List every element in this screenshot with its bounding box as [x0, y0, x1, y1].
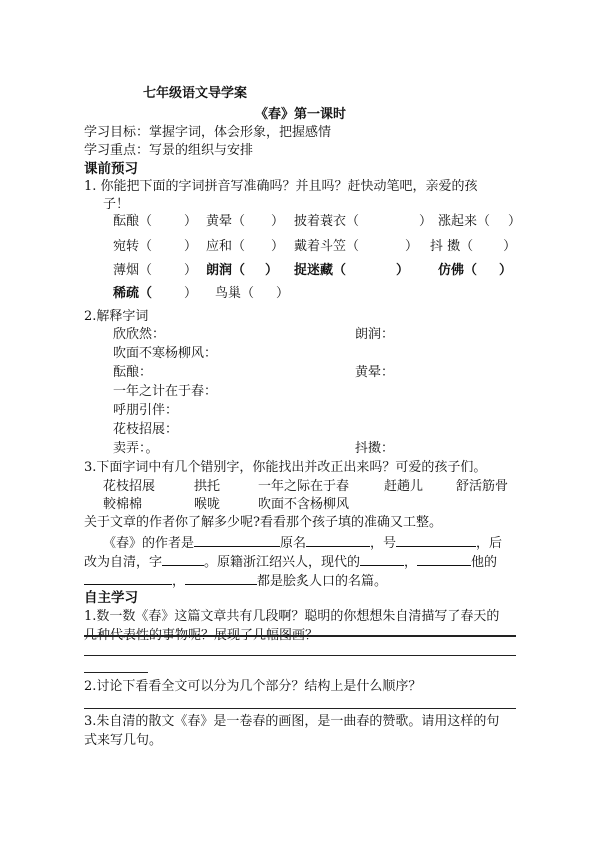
explain-item: 欣欣然： [113, 327, 166, 342]
pinyin-item: 抖 擞（ ） [430, 239, 517, 254]
pinyin-item: 黄晕（ ） [206, 214, 285, 229]
pinyin-item: 戴着斗笠（ ） [294, 239, 419, 254]
divider [84, 708, 516, 709]
pinyin-item: 涨起来（ ） [438, 214, 522, 229]
typo-word: 一年之际在于春 [258, 479, 350, 494]
answer-line[interactable] [84, 672, 148, 673]
typo-word: 花枝招展 [103, 479, 156, 494]
q3-heading: 3.下面字词中有几个错别字，你能找出并改正出来吗？可爱的孩子们。 [84, 460, 487, 475]
explain-item: 酝酿： [113, 365, 153, 380]
ss-q3-line1: 3.朱自清的散文《春》是一卷春的画图，是一曲春的赞歌。请用这样的句 [84, 714, 500, 729]
section-heading-self-study: 自主学习 [84, 590, 138, 606]
pinyin-item: 稀疏（ ） [113, 286, 198, 301]
explain-item: 一年之计在于春： [113, 384, 218, 399]
q1-line2: 子！ [103, 197, 130, 212]
author-fill-line1: 《春》的作者是 原名 ，号 ，后 [103, 533, 502, 553]
pinyin-item: 朗润（ ） [206, 263, 279, 278]
pinyin-item: 薄烟（ ） [113, 263, 198, 278]
blank-work-1[interactable] [84, 571, 172, 585]
author-fill-line3: ， 都是脍炙人口的名篇。 [84, 571, 387, 591]
section-heading-preview: 课前预习 [84, 161, 138, 177]
explain-item: 呼朋引伴： [113, 403, 179, 418]
typo-word: 吹面不含杨柳风 [258, 497, 350, 512]
explain-item: 抖擞： [355, 441, 395, 456]
q2-heading: 2.解释字词 [84, 309, 149, 324]
pinyin-item: 捉迷藏（ ） [294, 263, 410, 278]
explain-item: 吹面不寒杨柳风： [113, 346, 218, 361]
blank-author[interactable] [194, 533, 280, 547]
typo-word: 拱托 [194, 479, 221, 494]
learning-goal: 学习目标：掌握字词，体会形象，把握感情 [84, 125, 332, 140]
pinyin-item: 宛转（ ） [113, 239, 198, 254]
ss-q1-line1: 1.数一数《春》这篇文章共有几段啊？聪明的你想想朱自清描写了春天的 [84, 609, 500, 624]
author-intro: 关于文章的作者你了解多少呢?看看那个孩子填的准确又工整。 [84, 515, 442, 530]
ss-q2: 2.讨论下看看全文可以分为几个部分？结构上是什么顺序？ [84, 679, 422, 694]
typo-word: 喉咙 [194, 497, 221, 512]
answer-line[interactable] [84, 635, 516, 637]
pinyin-item: 鸟巢（ ） [215, 286, 290, 301]
explain-item: 卖弄：。 [113, 441, 159, 456]
pinyin-item: 仿佛（ ） [438, 263, 513, 278]
typo-word: 較棉棉 [103, 497, 143, 512]
ss-q3-line2: 式来写几句。 [84, 733, 163, 748]
typo-word: 赶趟儿 [384, 479, 424, 494]
blank-pen-name[interactable] [396, 533, 476, 547]
pinyin-item: 酝酿（ ） [113, 214, 198, 229]
pinyin-item: 应和（ ） [206, 239, 285, 254]
author-fill-line2: 改为自清，字 。原籍浙江绍兴人，现代的 ， 他的 [84, 552, 497, 572]
blank-identity-1[interactable] [360, 552, 404, 566]
q1-line1: 1. 你能把下面的字词拼音写准确吗？并且吗？赶快动笔吧，亲爱的孩 [84, 179, 478, 194]
answer-line[interactable] [84, 655, 516, 656]
pinyin-item: 披着蓑衣（ ） [294, 214, 433, 229]
lesson-title: 《春》第一课时 [255, 107, 347, 122]
typo-word: 舒活筋骨 [456, 479, 509, 494]
blank-identity-2[interactable] [417, 552, 471, 566]
blank-courtesy-name[interactable] [162, 552, 204, 566]
ss-q1-line2: 几种代表性的事物呢？展现了几幅图画？ [84, 628, 319, 643]
learning-focus: 学习重点：写景的组织与安排 [84, 143, 254, 158]
page-title: 七年级语文导学案 [143, 86, 248, 101]
explain-item: 黄晕： [355, 365, 395, 380]
explain-item: 花枝招展： [113, 422, 179, 437]
explain-item: 朗润： [355, 327, 395, 342]
blank-work-2[interactable] [185, 571, 257, 585]
blank-original-name[interactable] [306, 533, 370, 547]
